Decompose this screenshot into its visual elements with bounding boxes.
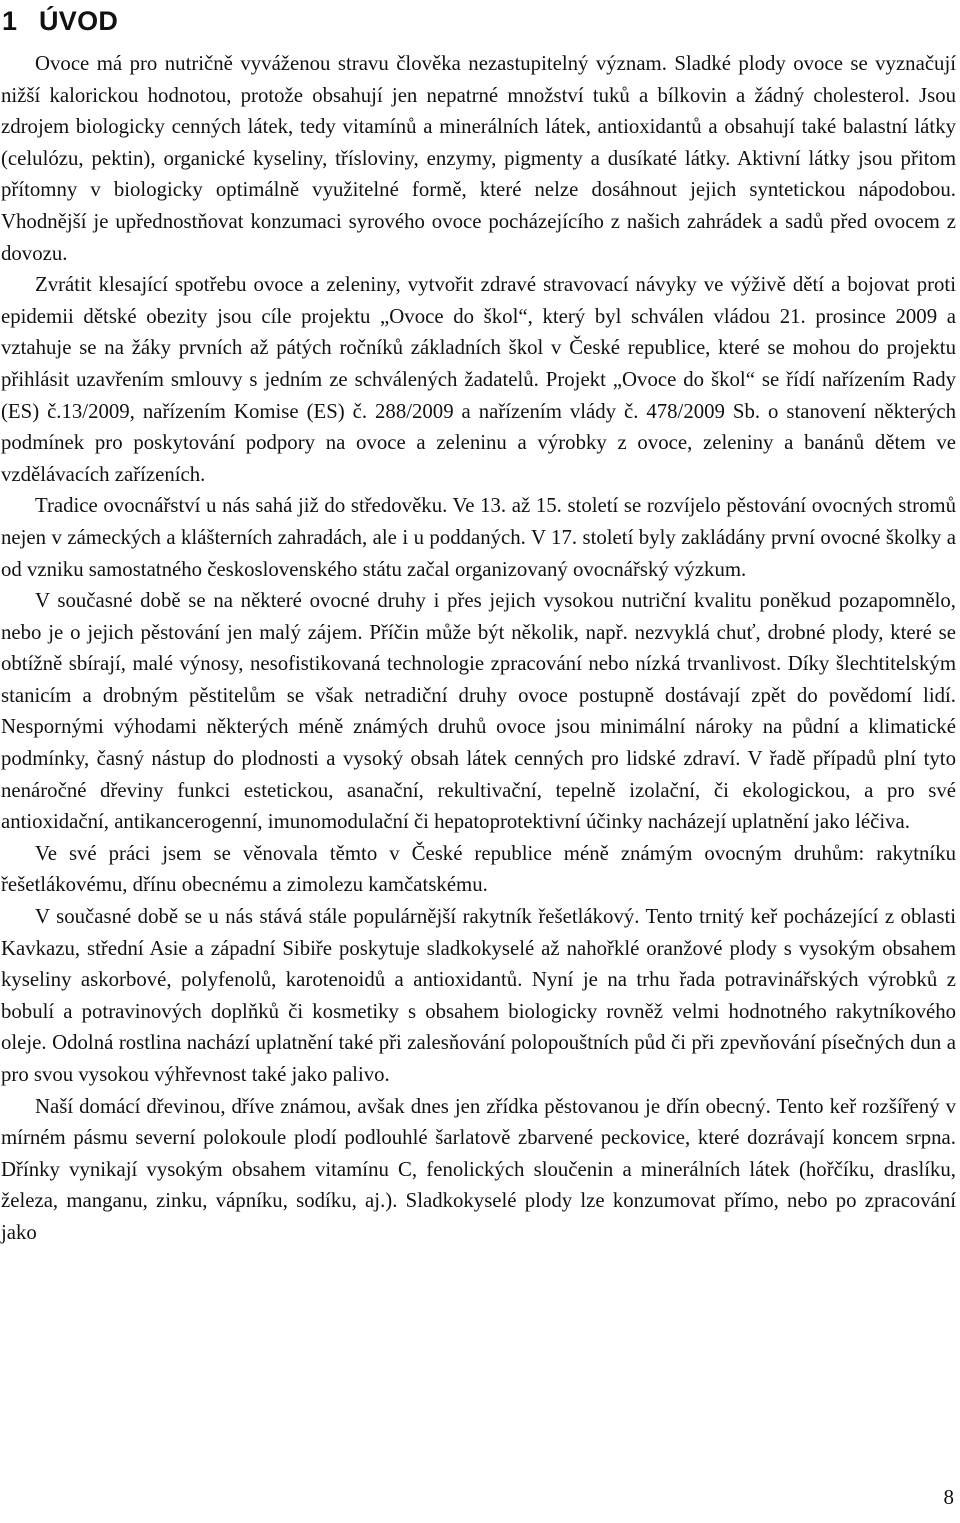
paragraph-nutrition: Ovoce má pro nutričně vyváženou stravu člověka nezastupitelný význam. Sladké plody ovoce se vyznačují nižší kalorickou hodnotou, protože obsahují jen nepatrné množství tuků a bílkovin a žádný cholesterol. Jsou zdrojem biologicky cenných látek, tedy vitamínů a minerálních látek, antioxidantů a obsahují také balastní látky (celulózu, pektin), organické kyseliny, třísloviny, enzymy, pigmenty a dusíkaté látky. Aktivní látky jsou přitom přítomny v biologicky optimálně využitelné formě, které nelze dosáhnout jejich syntetickou nápodobou. Vhodnější je upřednostňovat konzumaci syrového ovoce pocházejícího z našich zahrádek a sadů před ovocem z dovozu. xyxy=(1,52,956,265)
paragraph-cornelian-cherry: Naší domácí dřevinou, dříve známou, avšak dnes jen zřídka pěstovanou je dřín obecný. Tento keř rozšířený v mírném pásmu severní polokoule plodí podlouhlé šarlatově zbarvené peckovice, které dozrávají koncem srpna. Dřínky vynikají vysokým obsahem vitamínu C, fenolických sloučenin a minerálních látek (hořčíku, draslíku, železa, manganu, zinku, vápníku, sodíku, aj.). Sladkokyselé plody lze konzumovat přímo, nebo po zpracování jako xyxy=(1,1094,956,1244)
paragraph-sea-buckthorn: V současné době se u nás stává stále populárnější rakytník řešetlákový. Tento trnitý keř pocházející z oblasti Kavkazu, střední Asie a západní Sibiře poskytuje sladkokyselé až nahořklé oranžové plody s vysokým obsahem kyseliny askorbové, polyfenolů, karotenoidů a antioxidantů. Nyní je na trhu řada potravinářských výrobků z bobulí a potravinových doplňků či kosmetiky s obsahem biologicky rovněž velmi hodnotného rakytníkového oleje. Odolná rostlina nachází uplatnění také při zalesňování polopouštních půd či při zpevňování písečných dun a pro svou vysokou výhřevnost také jako palivo. xyxy=(1,905,956,1086)
paragraph-school-project: Zvrátit klesající spotřebu ovoce a zeleniny, vytvořit zdravé stravovací návyky ve výživě dětí a bojovat proti epidemii dětské obezity jsou cíle projektu „Ovoce do škol“, který byl schválen vládou 21. prosince 2009 a vztahuje se na žáky prvních až pátých ročníků základních škol v České republice, které se mohou do projektu přihlásit uzavřením smlouvy s jedním ze schválených žadatelů. Projekt „Ovoce do škol“ se řídí nařízením Rady (ES) č.13/2009, nařízením Komise (ES) č. 288/2009 a nařízením vlády č. 478/2009 Sb. o stanovení některých podmínek pro poskytování podpory na ovoce a zeleninu a výrobky z ovoce, zeleniny a banánů dětem ve vzdělávacích zařízeních. xyxy=(1,273,956,486)
paragraph-thesis-scope: Ve své práci jsem se věnovala těmto v České republice méně známým ovocným druhům: rakytníku řešetlákovému, dřínu obecnému a zimolezu kamčatskému. xyxy=(1,841,956,897)
paragraph-forgotten-species: V současné době se na některé ovocné druhy i přes jejich vysokou nutriční kvalitu poněkud pozapomnělo, nebo je o jejich pěstování jen malý zájem. Příčin může být několik, např. nezvyklá chuť, drobné plody, které se obtížně sbírají, malé výnosy, nesofistikovaná technologie zpracování nebo nízká trvanlivost. Díky šlechtitelským stanicím a drobným pěstitelům se však netradiční druhy ovoce postupně dostávají zpět do povědomí lidí. Nespornými výhodami některých méně známých druhů ovoce jsou minimální nároky na půdní a klimatické podmínky, časný nástup do plodnosti a vysoký obsah látek cenných pro lidské zdraví. V řadě případů plní tyto nenáročné dřeviny funkci estetickou, asanační, rekultivační, tepelně izolační, či ekologickou, a pro své antioxidační, antikancerogenní, imunomodulační či hepatoprotektivní účinky nacházejí uplatnění jako léčiva. xyxy=(1,589,956,834)
chapter-number: 1 xyxy=(2,6,18,36)
chapter-heading xyxy=(2,4,118,38)
body-text xyxy=(1,48,956,1249)
chapter-title: ÚVOD xyxy=(39,6,119,36)
paragraph-tradition: Tradice ovocnářství u nás sahá již do středověku. Ve 13. až 15. století se rozvíjelo pěstování ovocných stromů nejen v zámeckých a klášterních zahradách, ale i u poddaných. V 17. století byly zakládány první ovocné školky a od vzniku samostatného československého státu začal organizovaný ovocnářský výzkum. xyxy=(1,494,956,581)
page-number: 8 xyxy=(943,1485,954,1509)
